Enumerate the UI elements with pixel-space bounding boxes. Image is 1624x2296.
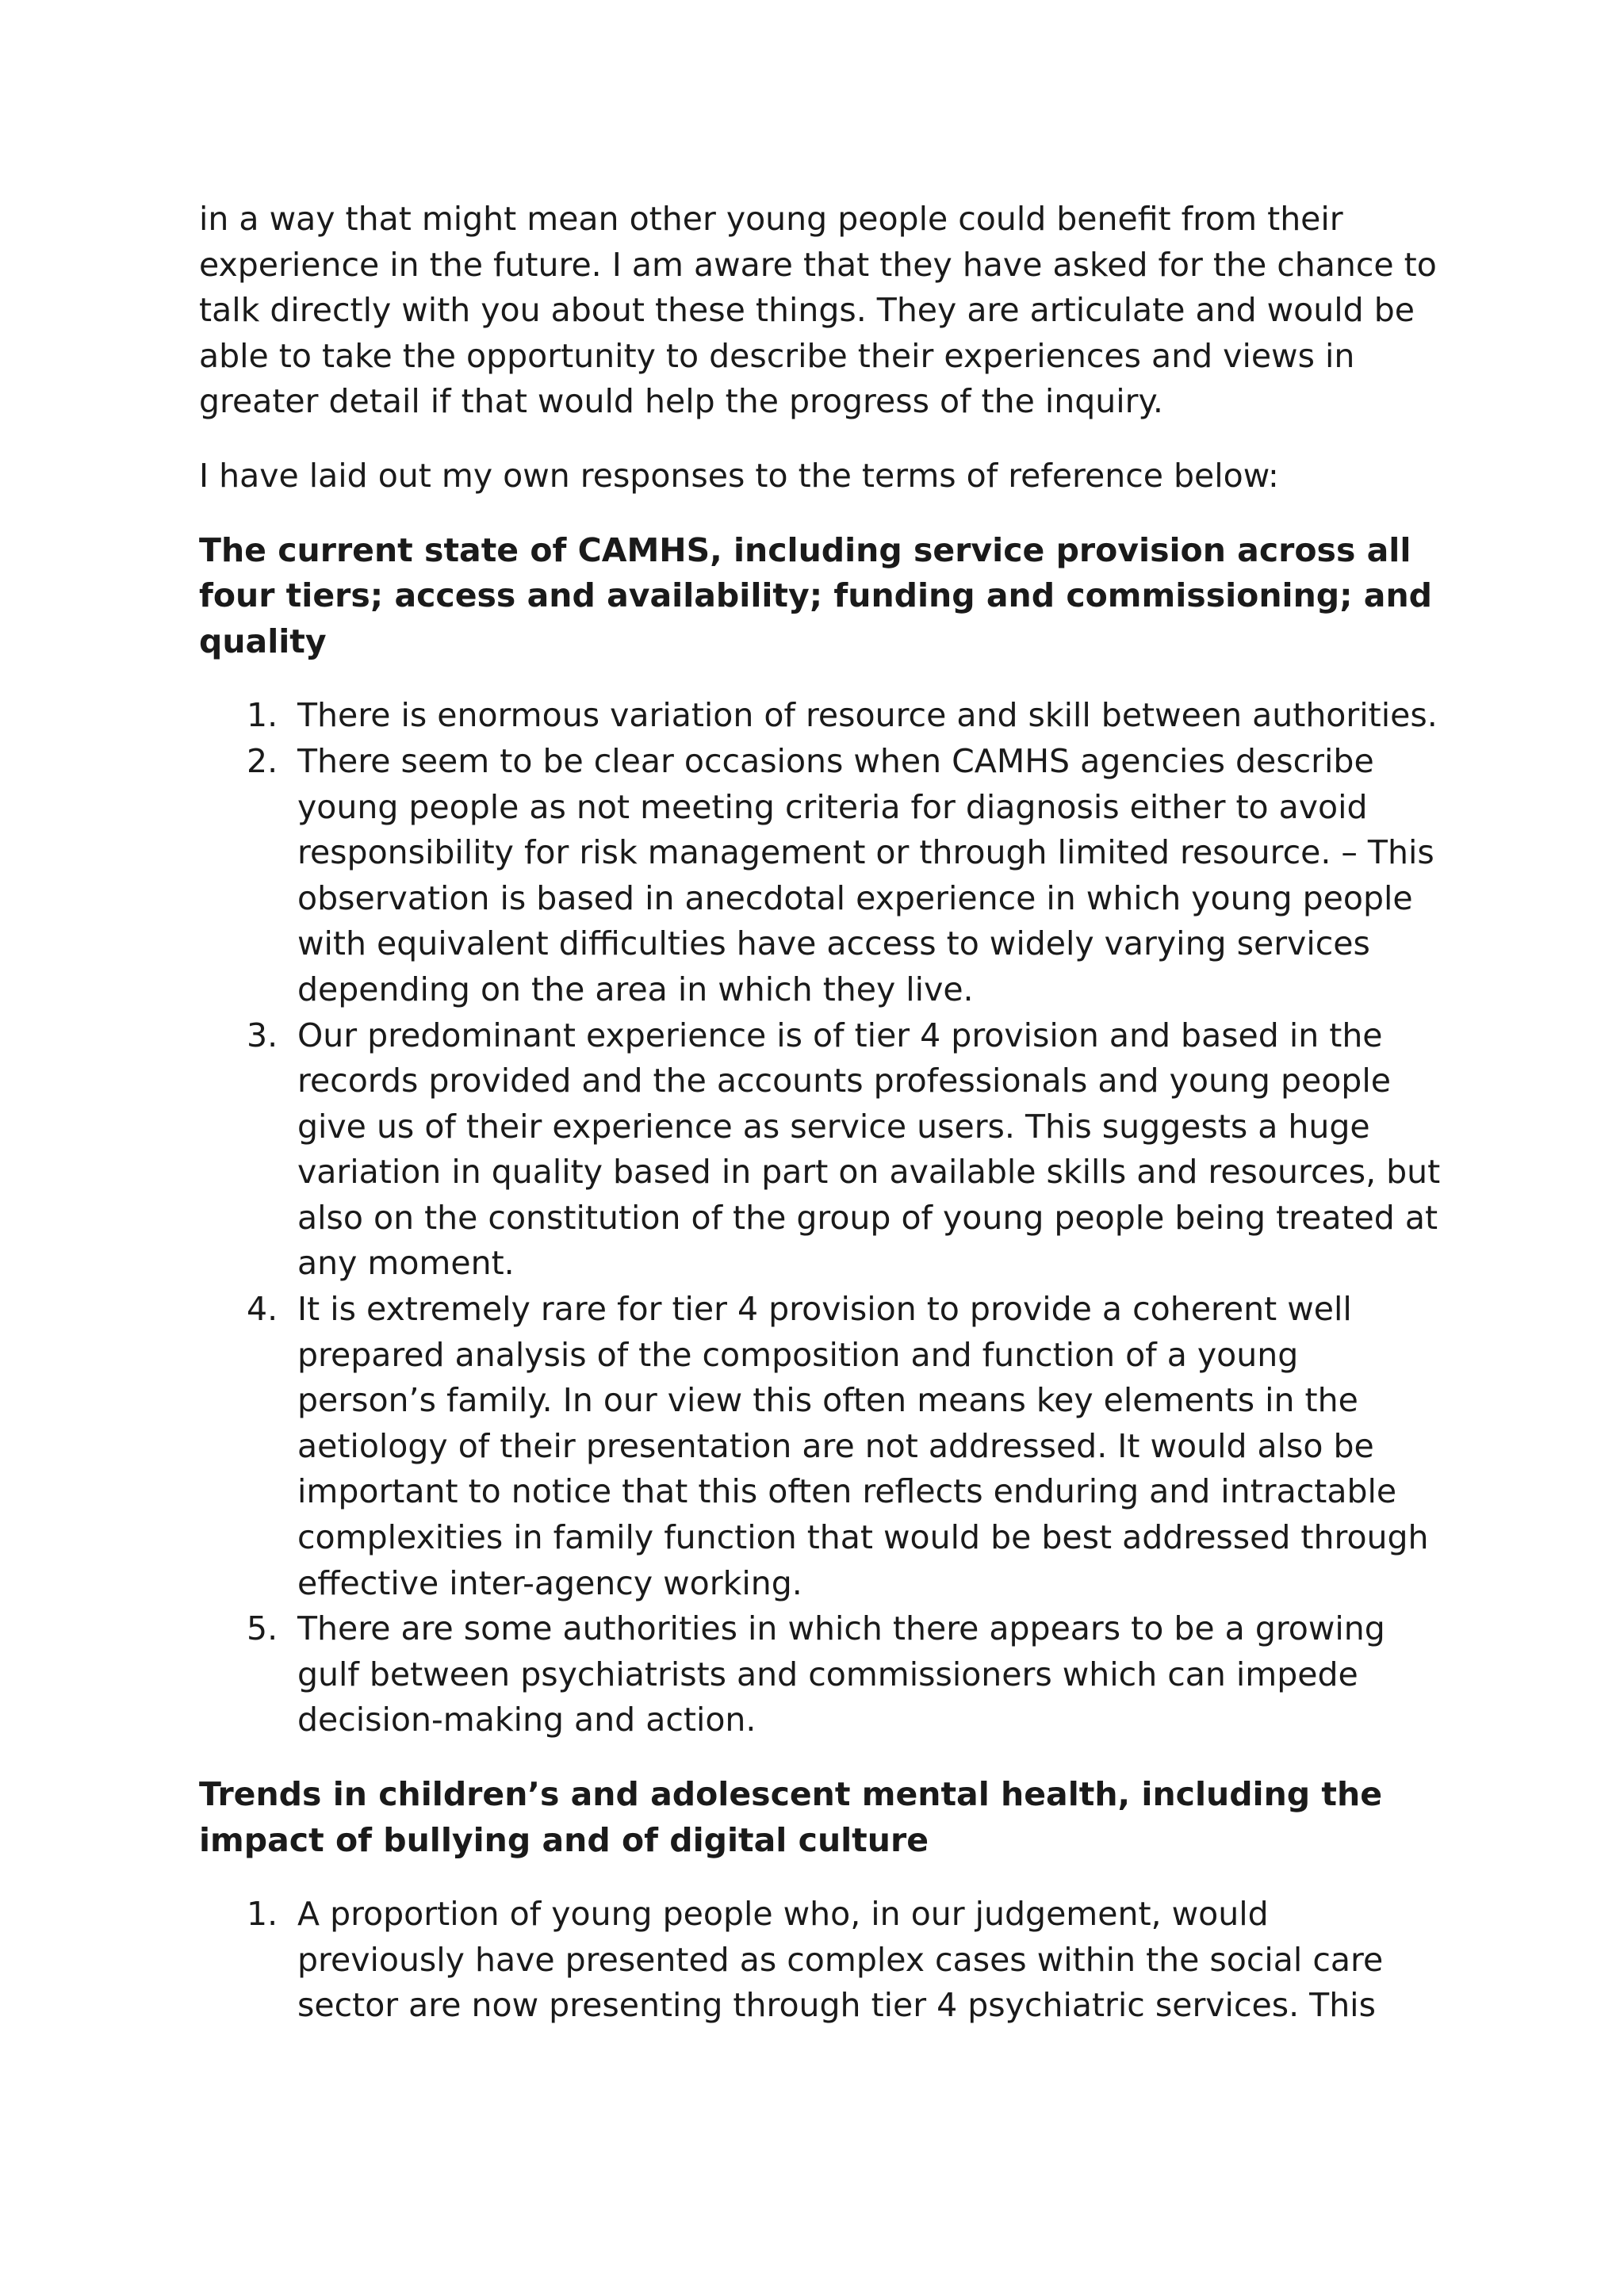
list-item-number: 2.: [247, 741, 278, 780]
list-item-text: It is extremely rare for tier 4 provision to provide a coherent well prepared analysis of the composition and function of a young person’s family. In our view this often means key elements in the aetiology of their presentation are not addressed. It would also be important to notice that this often reflects enduring and intractable complexities in family function that would be best addressed through effective inter-agency working.: [297, 1290, 1429, 1602]
list-item-number: 5.: [247, 1609, 278, 1648]
list-item-text: A proportion of young people who, in our judgement, would previously have presented as complex cases within the social care sector are now presenting through tier 4 psychiatric services. This: [297, 1895, 1384, 2025]
section-heading-trends: Trends in children’s and adolescent mental health, including the impact of bullying and of digital culture: [199, 1775, 1382, 1859]
document-page: [199, 197, 1444, 2029]
list-item-number: 3.: [247, 1016, 278, 1054]
list-item-number: 1.: [247, 696, 278, 735]
list-item-text: There seem to be clear occasions when CAMHS agencies describe young people as not meeting criteria for diagnosis either to avoid responsibility for risk management or through limited resource. – This observation is based in anecdotal experience in which young people with equivalent difficulties have access to widely varying services depending on the area in which they live.: [297, 741, 1434, 1008]
list-item-text: There are some authorities in which there appears to be a growing gulf between psychiatrists and commissioners which can impede decision-making and action.: [297, 1609, 1385, 1739]
list-item: [199, 1892, 1444, 2029]
list-item-number: 1.: [247, 1895, 278, 1934]
list-item-text: There is enormous variation of resource and skill between authorities.: [297, 696, 1438, 735]
trends-response-list: [199, 1892, 1444, 2029]
list-item-number: 4.: [247, 1290, 278, 1329]
list-item: [199, 739, 1444, 1013]
list-item-text: Our predominant experience is of tier 4 provision and based in the records provided and the accounts professionals and young people give us of their experience as service users. This suggests a huge variation in quality based in part on available skills and resources, but also on the constitution of the group of young people being treated at any moment.: [297, 1016, 1441, 1283]
camhs-response-list: [199, 693, 1444, 1743]
list-item: [199, 1287, 1444, 1606]
list-item: [199, 1013, 1444, 1288]
section-heading-camhs: The current state of CAMHS, including service provision across all four tiers; access and availability; funding and commissioning; and quality: [199, 530, 1432, 660]
list-item: [199, 693, 1444, 739]
intro-paragraph: in a way that might mean other young people could benefit from their experience in the future. I am aware that they have asked for the chance to talk directly with you about these things. They are articulate and would be able to take the opportunity to describe their experiences and views in greater detail if that would help the progress of the inquiry.: [199, 200, 1437, 421]
responses-intro: I have laid out my own responses to the terms of reference below:: [199, 456, 1279, 495]
list-item: [199, 1606, 1444, 1743]
